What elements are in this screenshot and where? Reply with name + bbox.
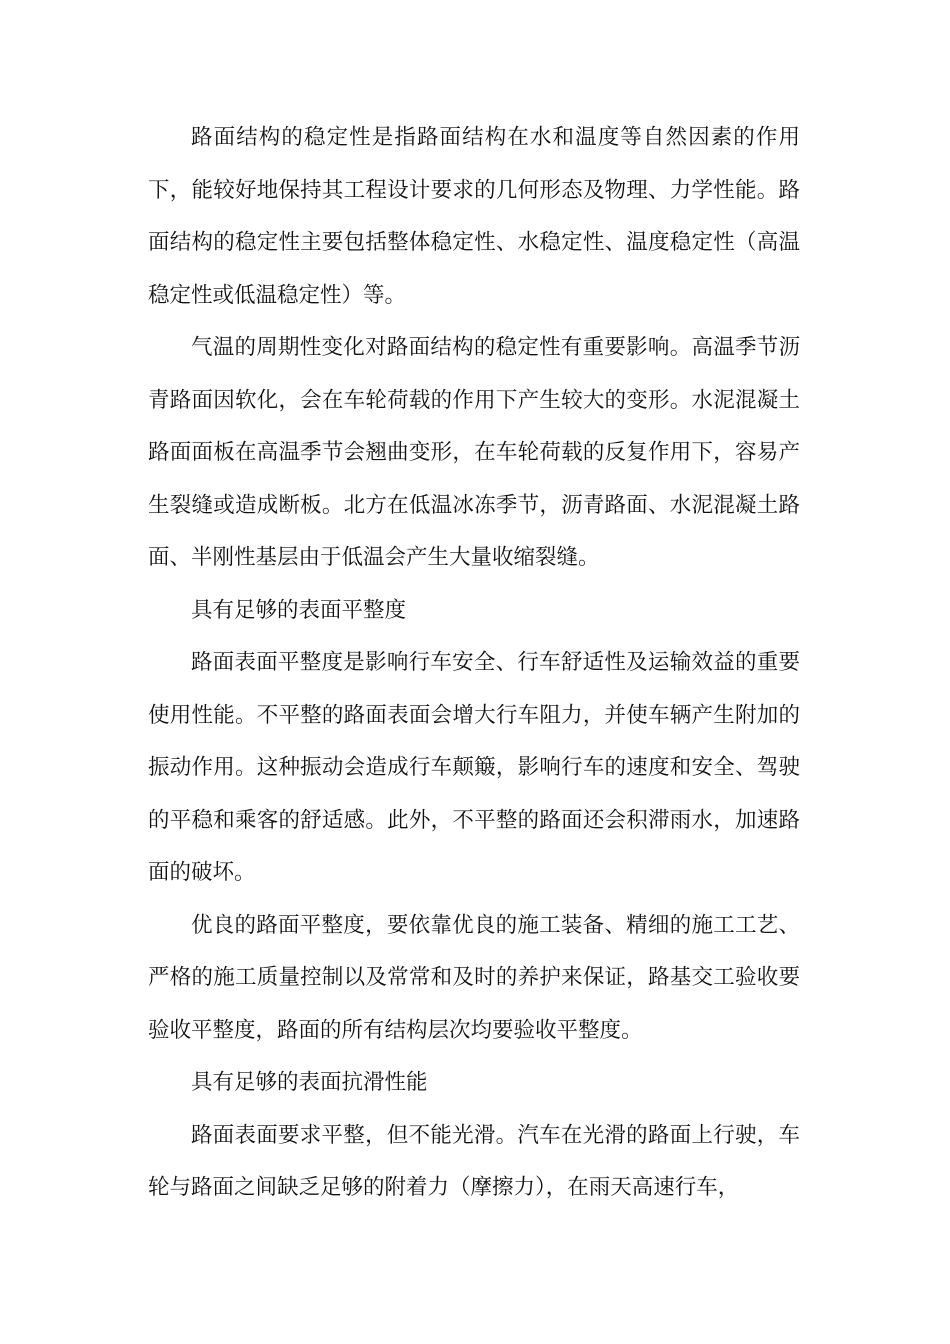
document-page — [148, 112, 800, 1215]
paragraph-flatness-construction: 优良的路面平整度，要依靠优良的施工装备、精细的施工工艺、严格的施工质量控制以及常常和及时的养护来保证，路基交工验收要验收平整度，路面的所有结构层次均要验收平整度。 — [148, 912, 800, 1043]
paragraph-temperature-effects: 气温的周期性变化对路面结构的稳定性有重要影响。高温季节沥青路面因软化，会在车轮荷载的作用下产生较大的变形。水泥混凝土路面面板在高温季节会翘曲变形，在车轮荷载的反复作用下，容易产生裂缝或造成断板。北方在低温冰冻季节，沥青路面、水泥混凝土路面、半刚性基层由于低温会产生大量收缩裂缝。 — [148, 335, 800, 570]
section-heading-skid-resistance: 具有足够的表面抗滑性能 — [191, 1070, 428, 1095]
paragraph-flatness-importance: 路面表面平整度是影响行车安全、行车舒适性及运输效益的重要使用性能。不平整的路面表面会增大行车阻力，并使车辆产生附加的振动作用。这种振动会造成行车颠簸，影响行车的速度和安全、驾驶的平稳和乘客的舒适感。此外，不平整的路面还会积滞雨水，加速路面的破坏。 — [148, 650, 800, 885]
paragraph-skid-resistance: 路面表面要求平整，但不能光滑。汽车在光滑的路面上行驶，车轮与路面之间缺乏足够的附着力（摩擦力），在雨天高速行车， — [148, 1122, 800, 1200]
paragraph-stability-definition: 路面结构的稳定性是指路面结构在水和温度等自然因素的作用下，能较好地保持其工程设计要求的几何形态及物理、力学性能。路面结构的稳定性主要包括整体稳定性、水稳定性、温度稳定性（高温稳定性或低温稳定性）等。 — [148, 125, 800, 308]
section-heading-flatness: 具有足够的表面平整度 — [191, 597, 407, 623]
